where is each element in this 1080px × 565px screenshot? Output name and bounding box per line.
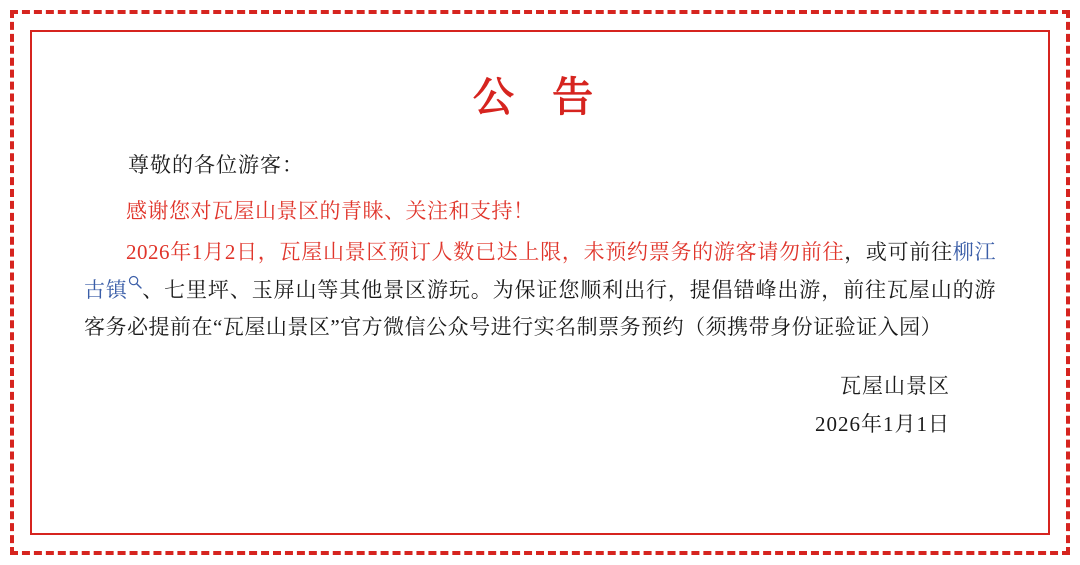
signature-block [84,367,996,445]
signature-date: 2026年1月1日 [815,412,950,437]
notice-outer-dashed-border [10,10,1070,555]
search-icon[interactable] [128,275,142,289]
page-title: 公 告 [472,74,608,120]
paragraph-main [84,234,996,346]
link-liujiang-ancient-town[interactable]: 柳江古镇 [84,240,997,302]
notice-card [30,30,1050,535]
signature-organization: 瓦屋山景区 [840,373,950,398]
paragraph-thanks: 感谢您对瓦屋山景区的青睐、关注和支持！ [126,199,535,223]
segment-or-visit: ，或可前往 [844,240,953,265]
salutation: 尊敬的各位游客： [128,153,304,177]
notice-body [84,193,996,347]
segment-other-scenic-areas: 、七里坪、玉屏山等其他景区游玩。为保证您顺利出行，提倡错峰出游，前往瓦屋山的游客务必提前在“瓦屋山景区”官方微信公众号进行实名制票务预约（须携带身份证验证入园） [84,277,997,340]
segment-booking-full: 2026年1月2日，瓦屋山景区预订人数已达上限，未预约票务的游客请勿前往 [126,240,845,265]
